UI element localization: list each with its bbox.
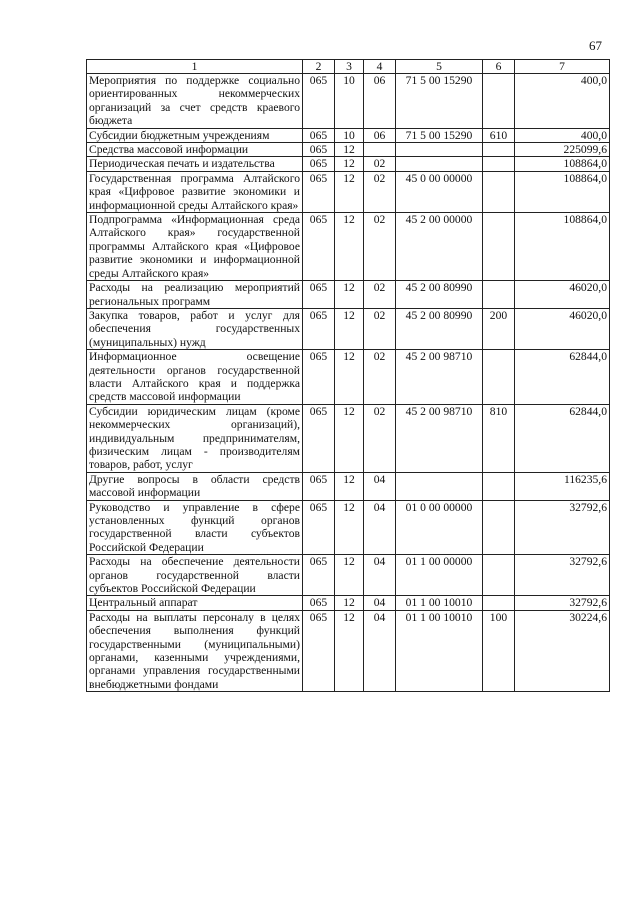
subsection-code-cell: 02: [364, 213, 396, 281]
item-name-cell: Другие вопросы в области средств массовой информации: [87, 472, 303, 500]
target-article-code-cell: 01 1 00 10010: [396, 596, 483, 610]
column-header-5: 5: [396, 60, 483, 74]
section-code-cell: 12: [335, 555, 364, 596]
item-name-cell: Руководство и управление в сфере установленных функций органов государственной власти субъектов Российской Федерации: [87, 500, 303, 555]
table-row: [87, 157, 610, 171]
table-row: [87, 171, 610, 212]
target-article-code-cell: 01 1 00 00000: [396, 555, 483, 596]
item-name-cell: Государственная программа Алтайского края «Цифровое развитие экономики и информационной среды Алтайского края»: [87, 171, 303, 212]
subsection-code-cell: 04: [364, 555, 396, 596]
target-article-code-cell: 71 5 00 15290: [396, 74, 483, 129]
amount-cell: 108864,0: [515, 171, 610, 212]
target-article-code-cell: 71 5 00 15290: [396, 128, 483, 142]
amount-cell: 400,0: [515, 74, 610, 129]
subsection-code-cell: 02: [364, 157, 396, 171]
target-article-code-cell: 45 2 00 98710: [396, 404, 483, 472]
amount-cell: 46020,0: [515, 281, 610, 309]
ministry-code-cell: 065: [303, 213, 335, 281]
ministry-code-cell: 065: [303, 128, 335, 142]
subsection-code-cell: 02: [364, 171, 396, 212]
subsection-code-cell: 04: [364, 610, 396, 691]
amount-cell: 32792,6: [515, 500, 610, 555]
subsection-code-cell: 02: [364, 350, 396, 405]
item-name-cell: Расходы на выплаты персоналу в целях обеспечения выполнения функций государственными (муниципальными) органами, казенными учреждениями, органами управления государственными внебюджетными фондами: [87, 610, 303, 691]
expense-type-code-cell: [483, 281, 515, 309]
expense-type-code-cell: 810: [483, 404, 515, 472]
amount-cell: 225099,6: [515, 143, 610, 157]
item-name-cell: Информационное освещение деятельности органов государственной власти Алтайского края и поддержка средств массовой информации: [87, 350, 303, 405]
column-header-1: 1: [87, 60, 303, 74]
table-row: [87, 281, 610, 309]
target-article-code-cell: [396, 157, 483, 171]
section-code-cell: 12: [335, 350, 364, 405]
ministry-code-cell: 065: [303, 143, 335, 157]
expense-type-code-cell: [483, 143, 515, 157]
table-row: [87, 143, 610, 157]
expense-type-code-cell: 200: [483, 308, 515, 349]
expense-type-code-cell: [483, 350, 515, 405]
item-name-cell: Субсидии юридическим лицам (кроме некоммерческих организаций), индивидуальным предпринимателям, физическим лицам - производителям товаров, работ, услуг: [87, 404, 303, 472]
column-header-4: 4: [364, 60, 396, 74]
ministry-code-cell: 065: [303, 171, 335, 212]
ministry-code-cell: 065: [303, 74, 335, 129]
section-code-cell: 12: [335, 171, 364, 212]
expense-type-code-cell: [483, 157, 515, 171]
ministry-code-cell: 065: [303, 404, 335, 472]
column-header-2: 2: [303, 60, 335, 74]
section-code-cell: 10: [335, 74, 364, 129]
table-row: [87, 472, 610, 500]
table-row: [87, 350, 610, 405]
item-name-cell: Расходы на реализацию мероприятий региональных программ: [87, 281, 303, 309]
section-code-cell: 12: [335, 596, 364, 610]
column-header-3: 3: [335, 60, 364, 74]
subsection-code-cell: 04: [364, 472, 396, 500]
section-code-cell: 12: [335, 404, 364, 472]
section-code-cell: 12: [335, 500, 364, 555]
ministry-code-cell: 065: [303, 610, 335, 691]
target-article-code-cell: [396, 472, 483, 500]
table-row: [87, 500, 610, 555]
target-article-code-cell: 01 0 00 00000: [396, 500, 483, 555]
amount-cell: 108864,0: [515, 157, 610, 171]
amount-cell: 32792,6: [515, 596, 610, 610]
target-article-code-cell: 45 2 00 00000: [396, 213, 483, 281]
target-article-code-cell: 45 2 00 80990: [396, 308, 483, 349]
expense-type-code-cell: [483, 472, 515, 500]
ministry-code-cell: 065: [303, 281, 335, 309]
table-row: [87, 74, 610, 129]
amount-cell: 400,0: [515, 128, 610, 142]
expense-type-code-cell: 610: [483, 128, 515, 142]
table-row: [87, 128, 610, 142]
ministry-code-cell: 065: [303, 308, 335, 349]
item-name-cell: Подпрограмма «Информационная среда Алтайского края» государственной программы Алтайского края «Цифровое развитие экономики и информационной среды Алтайского края»: [87, 213, 303, 281]
expense-type-code-cell: [483, 74, 515, 129]
expense-type-code-cell: [483, 596, 515, 610]
section-code-cell: 12: [335, 213, 364, 281]
table-row: [87, 404, 610, 472]
table-row: [87, 555, 610, 596]
amount-cell: 108864,0: [515, 213, 610, 281]
expense-type-code-cell: [483, 500, 515, 555]
subsection-code-cell: 02: [364, 308, 396, 349]
table-row: [87, 213, 610, 281]
ministry-code-cell: 065: [303, 472, 335, 500]
ministry-code-cell: 065: [303, 157, 335, 171]
item-name-cell: Расходы на обеспечение деятельности органов государственной власти субъектов Российской Федерации: [87, 555, 303, 596]
section-code-cell: 12: [335, 472, 364, 500]
subsection-code-cell: 06: [364, 74, 396, 129]
amount-cell: 32792,6: [515, 555, 610, 596]
table-header-row: [87, 60, 610, 74]
column-header-7: 7: [515, 60, 610, 74]
expense-type-code-cell: [483, 213, 515, 281]
section-code-cell: 12: [335, 308, 364, 349]
subsection-code-cell: 04: [364, 596, 396, 610]
table-row: [87, 610, 610, 691]
amount-cell: 62844,0: [515, 404, 610, 472]
section-code-cell: 12: [335, 281, 364, 309]
amount-cell: 30224,6: [515, 610, 610, 691]
amount-cell: 116235,6: [515, 472, 610, 500]
budget-table: [86, 59, 610, 692]
target-article-code-cell: 45 0 00 00000: [396, 171, 483, 212]
subsection-code-cell: 06: [364, 128, 396, 142]
subsection-code-cell: 02: [364, 404, 396, 472]
item-name-cell: Центральный аппарат: [87, 596, 303, 610]
target-article-code-cell: 01 1 00 10010: [396, 610, 483, 691]
expense-type-code-cell: 100: [483, 610, 515, 691]
ministry-code-cell: 065: [303, 555, 335, 596]
section-code-cell: 12: [335, 143, 364, 157]
expense-type-code-cell: [483, 555, 515, 596]
expense-type-code-cell: [483, 171, 515, 212]
table-row: [87, 596, 610, 610]
subsection-code-cell: 02: [364, 281, 396, 309]
target-article-code-cell: 45 2 00 98710: [396, 350, 483, 405]
subsection-code-cell: [364, 143, 396, 157]
page-number: 67: [589, 38, 602, 53]
ministry-code-cell: 065: [303, 596, 335, 610]
amount-cell: 46020,0: [515, 308, 610, 349]
section-code-cell: 10: [335, 128, 364, 142]
item-name-cell: Субсидии бюджетным учреждениям: [87, 128, 303, 142]
subsection-code-cell: 04: [364, 500, 396, 555]
column-header-6: 6: [483, 60, 515, 74]
item-name-cell: Закупка товаров, работ и услуг для обеспечения государственных (муниципальных) нужд: [87, 308, 303, 349]
section-code-cell: 12: [335, 610, 364, 691]
section-code-cell: 12: [335, 157, 364, 171]
ministry-code-cell: 065: [303, 500, 335, 555]
table-row: [87, 308, 610, 349]
ministry-code-cell: 065: [303, 350, 335, 405]
target-article-code-cell: 45 2 00 80990: [396, 281, 483, 309]
amount-cell: 62844,0: [515, 350, 610, 405]
item-name-cell: Мероприятия по поддержке социально ориентированных некоммерческих организаций за счет средств краевого бюджета: [87, 74, 303, 129]
item-name-cell: Средства массовой информации: [87, 143, 303, 157]
target-article-code-cell: [396, 143, 483, 157]
item-name-cell: Периодическая печать и издательства: [87, 157, 303, 171]
